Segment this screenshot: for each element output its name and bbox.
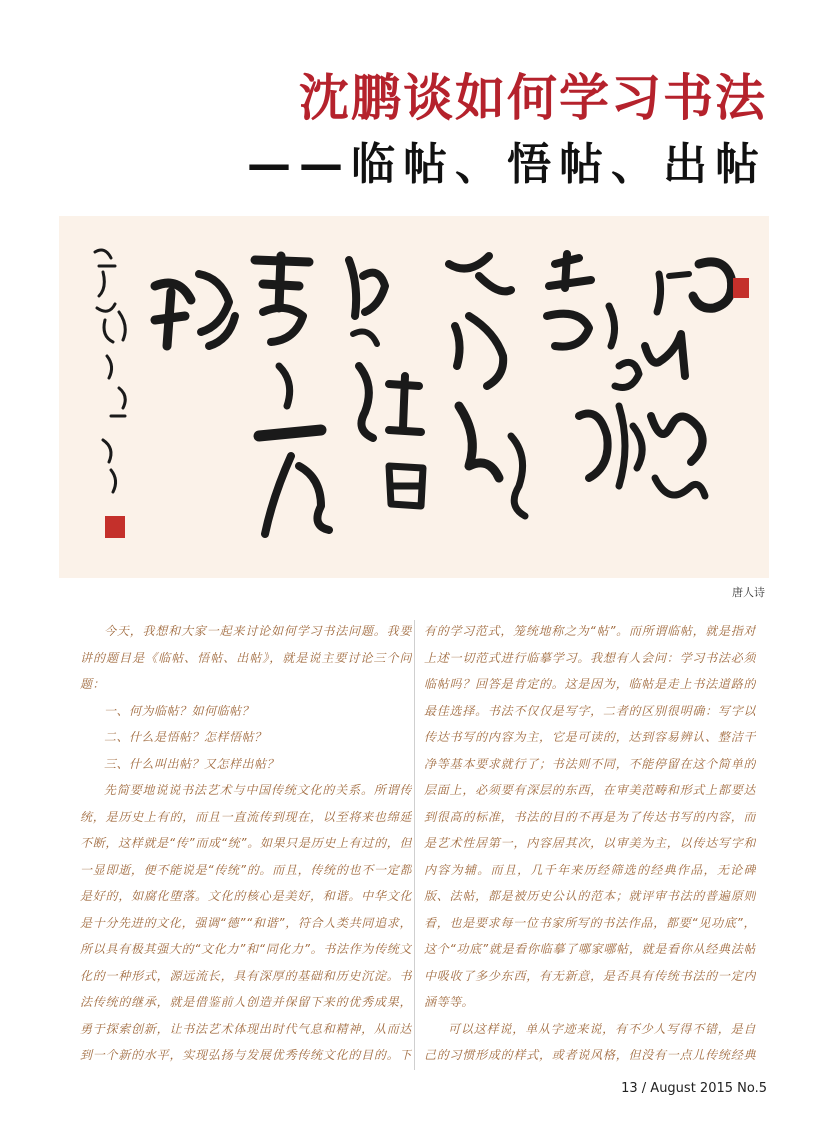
article-subtitle: ——临帖、悟帖、出帖	[247, 139, 767, 190]
paragraph: 一、何为临帖？如何临帖？	[104, 703, 255, 718]
calligraphy-artwork	[59, 216, 769, 578]
paragraph: 二、什么是悟帖？怎样悟帖？	[104, 730, 267, 744]
paragraph: 有的学习范式，笼统地称之为“帖”。而所谓临帖，就是指对上述一切范式进行临摹学习。我想有人会问：学习书法必须临帖吗？回答是肯定的。这是因为，临帖是走上书法道路的最佳选择。书法不仅仅是写字，二者的区别很明确：写字以传达书写的内容为主，它是可读的，达到容易辨认、整洁干净等基本要求就行了；书法则不同，不能停留在这个简单的层面上，必须要有深层的东西，在审美范畴和形式上都要达到很高的标准，书法的目的不再是为了传达书写的内容，而是艺术性居第一，内容居其次，以审美为主，以传达写字和内容为辅。而且，几千年来历经筛选的经典作品，无论碑版、法帖，都是被历史公认的范本；就评审书法的普遍原则看，也是要求每一位书家所写的书法作品，都要“见功底”，这个“功底”就是看你临摹了哪家哪帖，就是看你从经典法帖中吸收了多少东西，有无新意，是否具有传统书法的一定内涵等等。	[424, 624, 756, 1009]
column-divider	[414, 620, 415, 1070]
seal-bottom-left	[105, 516, 125, 538]
artwork-caption: 唐人诗	[732, 586, 765, 599]
article-title: 沈鹏谈如何学习书法	[299, 68, 767, 127]
article-column-right	[424, 618, 756, 1070]
paragraph: 可以这样说，单从字迹来说，有不少人写得不错，是自己的习惯形成的样式，或者说风格，但没有一点儿传统经典	[424, 1021, 756, 1062]
paragraph: 三、什么叫出帖？又怎样出帖？	[104, 756, 280, 771]
seal-top-right	[733, 278, 749, 298]
paragraph: 先简要地说说书法艺术与中国传统文化的关系。所谓传统，是历史上有的，而且一直流传到现在，以至将来也绵延不断，这样就是“传”而成“统”。如果只是历史上有过的，但一显即逝，便不能说是“传统”的。而且，传统的也不一定都是好的，如腐化堕落。文化的核心是美好，和谐。中华文化是十分先进的文化，强调“德”“和谐”，符合人类共同追求，所以具有极其强大的“文化力”和“同化力”。书法作为传统文化的一种形式，源远流长，具有深厚的基础和历史沉淀。书法传统的继承，就是借鉴前人创造并保留下来的优秀成果，勇于探索创新，让书法艺术体现出时代气息和精神，从而达到一个新的水平，实现弘扬与发展优秀传统文化的目的。下	[80, 783, 412, 1062]
paragraph: 今天，我想和大家一起来讨论如何学习书法问题。我要讲的题目是《临帖、悟帖、出帖》，就是说主要讨论三个问题：	[80, 624, 412, 691]
article-column-left	[80, 618, 412, 1070]
calligraphy-brush-strokes	[59, 216, 769, 578]
page-footer: 13 / August 2015 No.5	[621, 1081, 767, 1096]
